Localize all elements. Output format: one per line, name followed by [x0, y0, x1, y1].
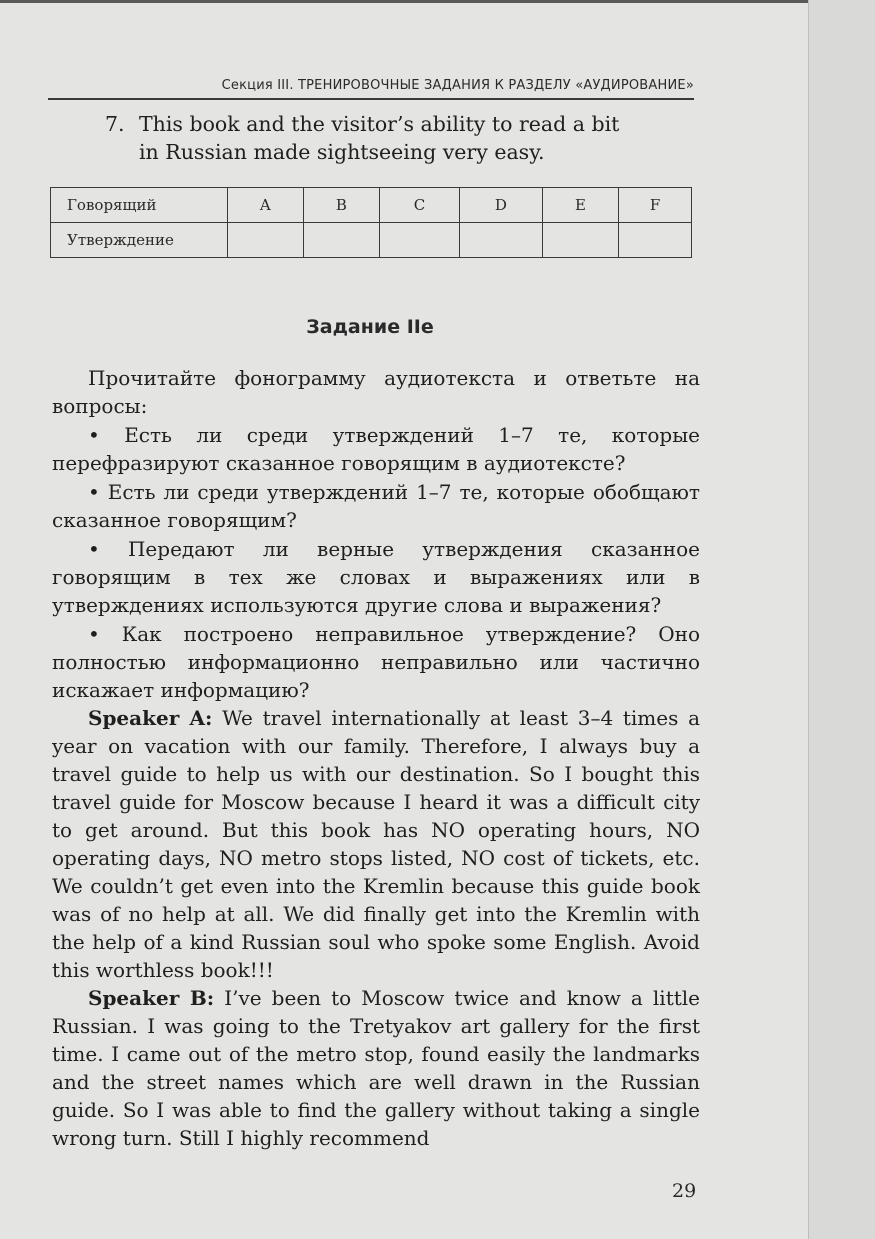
answer-cell-c[interactable] [380, 223, 460, 258]
answer-cell-b[interactable] [303, 223, 380, 258]
table-row-statements [51, 223, 692, 258]
statement-7-line1 [105, 110, 705, 138]
speaker-cell-a: A [228, 188, 304, 223]
task-heading: Задание IIe [306, 316, 434, 338]
answer-cell-a[interactable] [228, 223, 304, 258]
table-row-label: Утверждение [51, 223, 228, 258]
speaker-b-text: I’ve been to Moscow twice and know a little Russian. I was going to the Tretyakov art gallery for the first time. I came out of the metro stop, found easily the landmarks and the street names which are well drawn in the Russian guide. So I was able to find the gallery without taking a single wrong turn. Still I highly recommend [52, 986, 700, 1150]
table-row-label: Говорящий [51, 188, 228, 223]
list-item: • Есть ли среди утверждений 1–7 те, которые перефразируют сказанное говорящим в аудиотексте? [52, 423, 700, 475]
statement-number: 7. [105, 112, 125, 136]
list-item: • Как построено неправильное утверждение? Оно полностью информационно неправильно или частично искажает информацию? [52, 622, 700, 702]
speaker-cell-b: B [303, 188, 380, 223]
task-body [52, 364, 700, 1152]
speaker-a-label: Speaker A: [88, 706, 213, 730]
speaker-a-text: We travel internationally at least 3–4 times a year on vacation with our family. Therefore, I always buy a travel guide to help us with our destination. So I bought this travel guide for Moscow because I heard it was a difficult city to get around. But this book has NO operating hours, NO operating days, NO metro stops listed, NO cost of tickets, etc. We couldn’t get even into the Kremlin because this guide book was of no help at all. We did finally get into the Kremlin with the help of a kind Russian soul who spoke some English. Avoid this worthless book!!! [52, 706, 700, 982]
scan-edge [0, 0, 808, 3]
speaker-cell-c: C [380, 188, 460, 223]
list-item: • Есть ли среди утверждений 1–7 те, которые обобщают сказанное говорящим? [52, 480, 700, 532]
answer-cell-f[interactable] [619, 223, 692, 258]
intro-paragraph: Прочитайте фонограмму аудиотекста и ответьте на вопросы: [52, 366, 700, 418]
speaker-cell-f: F [619, 188, 692, 223]
list-item: • Передают ли верные утверждения сказанное говорящим в тех же словах и выражениях или в утверждениях используются другие слова и выражения? [52, 537, 700, 617]
running-head: Секция III. ТРЕНИРОВОЧНЫЕ ЗАДАНИЯ К РАЗДЕЛУ «АУДИРОВАНИЕ» [48, 74, 694, 100]
answer-table [50, 187, 692, 258]
page-number: 29 [672, 1180, 697, 1202]
speaker-b-label: Speaker B: [88, 986, 215, 1010]
statement-7 [105, 110, 705, 166]
statement-7-text1: This book and the visitor’s ability to read a bit [139, 112, 620, 136]
speaker-cell-d: D [459, 188, 542, 223]
answer-cell-d[interactable] [459, 223, 542, 258]
speaker-a-paragraph [52, 704, 700, 984]
answer-cell-e[interactable] [542, 223, 618, 258]
speaker-b-paragraph [52, 984, 700, 1152]
statement-7-line2: in Russian made sightseeing very easy. [139, 140, 545, 164]
table-row-speakers [51, 188, 692, 223]
speaker-cell-e: E [542, 188, 618, 223]
